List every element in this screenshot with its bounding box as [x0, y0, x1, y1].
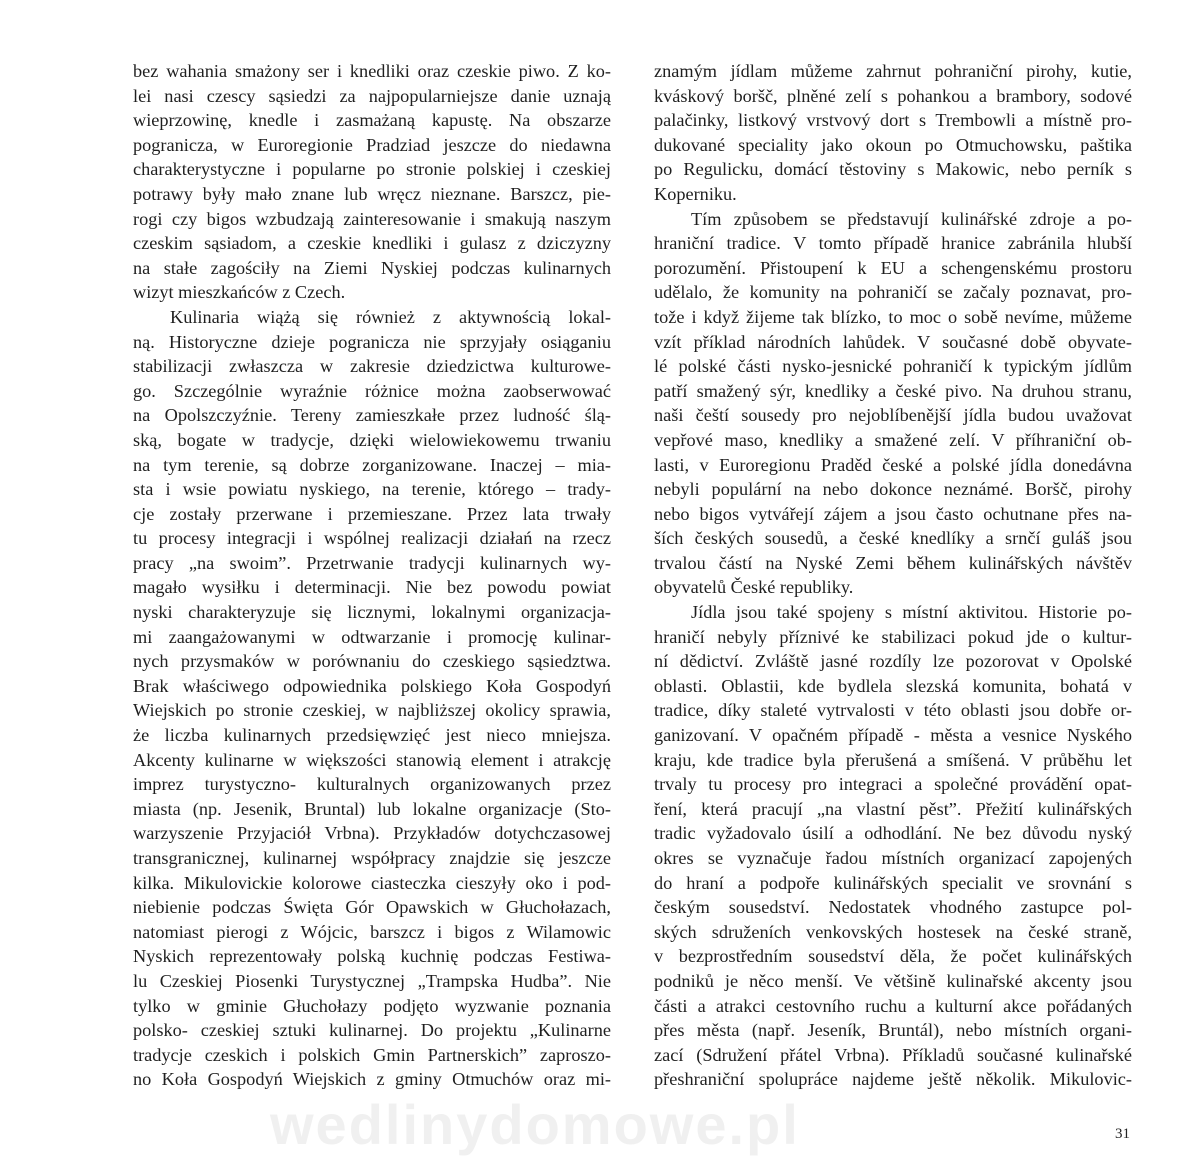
- text-line: tu procesy integracji i wspólnej realizacji działań na rzecz: [133, 528, 611, 549]
- text-line: nych przysmaków w porównaniu do czeskiego sąsiedztwa.: [133, 651, 611, 672]
- text-line: ganizovaní. V opačném případě - města a vesnice Nyského: [654, 725, 1132, 746]
- text-line: Wiejskich po stronie czeskiej, w najbliższej okolicy sprawia,: [133, 700, 611, 721]
- text-line: Koperniku.: [654, 183, 737, 204]
- text-line: tože i když žijeme tak blízko, to moc o sobě nevíme, můžeme: [654, 306, 1132, 327]
- left-column: [133, 59, 611, 1092]
- text-line: stabilizacji zwłaszcza w zakresie dziedzictwa kulturowe-: [133, 356, 611, 377]
- text-line: rogi czy bigos wzbudzają zainteresowanie i smakują naszym: [133, 208, 611, 229]
- text-line: niebienie podczas Święta Gór Opawskich w Głuchołazach,: [133, 897, 611, 918]
- text-line: Nyskich reprezentowały polską kuchnię podczas Festiwa-: [133, 946, 611, 967]
- text-line: kraju, kde tradice byla přerušená a smíšená. V průběhu let: [654, 749, 1132, 770]
- text-line: na Opolszczyźnie. Tereny zamieszkałe przez ludność ślą-: [133, 405, 611, 426]
- text-line: bez wahania smażony ser i knedliki oraz czeskie piwo. Z ko-: [133, 61, 611, 81]
- text-line: transgranicznej, kulinarnej współpracy znajdzie się jeszcze: [133, 848, 611, 868]
- text-line: oblasti. Oblastii, kde bydlela slezská komunita, bohatá v: [654, 675, 1132, 696]
- text-line: lé polské části nysko-jesnické pohraničí k typickým jídlům: [654, 356, 1132, 377]
- text-line: Akcenty kulinarne w większości stanowią element i atrakcję: [133, 749, 611, 770]
- text-line: dukované speciality jako okoun po Otmuchowsku, paštika: [654, 134, 1132, 155]
- left-column-paragraph: [133, 59, 611, 305]
- text-line: ských sdruženích venkovských hostesek na české straně,: [654, 921, 1132, 942]
- text-line: ších českých sousedů, a české knedlíky a srnčí guláš jsou: [654, 528, 1132, 549]
- text-line: patří smažený sýr, knedliky a české pivo. Na druhou stranu,: [654, 380, 1132, 401]
- text-line: Brak właściwego odpowiednika polskiego Koła Gospodyń: [133, 675, 611, 696]
- text-line: nyski charakteryzuje się licznymi, lokalnymi organizacja-: [133, 602, 611, 623]
- right-column-paragraph: [654, 600, 1132, 1092]
- text-line: hraniční tradice. V tomto případě hranice zabránila hlubší: [654, 233, 1132, 254]
- text-line: czeskim sąsiadom, a czeskie knedliki i gulasz z dziczyzny: [133, 233, 611, 254]
- text-line: potrawy były mało znane lub wręcz nieznane. Barszcz, pie-: [133, 183, 611, 204]
- text-line: Kulinaria wiążą się również z aktywnością lokal-: [170, 306, 611, 327]
- text-line: na stałe zagościły na Ziemi Nyskiej podczas kulinarnych: [133, 257, 611, 278]
- text-line: palačinky, listkový vrstvový dort s Trembowli a místně pro-: [654, 110, 1132, 131]
- text-line: českým sousedství. Nedostatek vhodného zastupce pol-: [654, 897, 1132, 918]
- text-line: lasti, v Euroregionu Praděd české a polské jídla donedávna: [654, 454, 1132, 475]
- text-line: charakterystyczne i popularne po stronie polskiej i czeskiej: [133, 159, 611, 180]
- text-line: że liczba kulinarnych przedsięwzięć jest nieco mniejsza.: [133, 725, 611, 746]
- text-line: pracy „na swoim”. Przetrwanie tradycji kulinarnych wy-: [133, 552, 611, 573]
- right-column-paragraph: [654, 59, 1132, 207]
- text-line: udělalo, že komunity na pohraničí se začaly poznavat, pro-: [654, 282, 1132, 303]
- text-line: na tym terenie, są dobrze zorganizowane. Inaczej – mia-: [133, 454, 611, 475]
- text-line: naši čeští sousedy pro nejoblíbenější jídla budou uvažovat: [654, 405, 1132, 426]
- text-line: kváskový boršč, plněné zelí s pohankou a brambory, sodové: [654, 85, 1132, 106]
- text-line: wieprzowinę, knedle i zasmażaną kapustę. Na obszarze: [133, 110, 611, 131]
- text-line: miasta (np. Jesenik, Bruntal) lub lokalne organizacje (Sto-: [133, 798, 611, 819]
- text-line: imprez turystyczno- kulturalnych organizowanych przez: [133, 774, 611, 795]
- text-line: magało wysiłku i determinacji. Nie bez powodu powiat: [133, 577, 611, 598]
- text-line: do hraní a podpoře kulinářských specialit ve srovnání s: [654, 872, 1132, 893]
- text-line: tradycje czeskich i polskich Gmin Partnerskich” zaproszo-: [133, 1044, 611, 1065]
- text-line: zací (Sdružení přátel Vrbna). Příkladů současné kulinařské: [654, 1044, 1132, 1065]
- text-line: nebo bigos vytvářejí zájem a jsou často ochutnane přes na-: [654, 503, 1132, 524]
- text-line: lu Czeskiej Piosenki Turystycznej „Trampska Hudba”. Nie: [133, 970, 611, 991]
- text-line: kilka. Mikulovickie kolorowe ciasteczka cieszyły oko i pod-: [133, 872, 611, 893]
- text-line: sta i wsie powiatu nyskiego, na terenie, którego – trady-: [133, 479, 611, 500]
- text-line: části a atrakci cestovního ruchu a kulturní akce pořádaných: [654, 995, 1132, 1016]
- text-line: nebyli populární na nebo dokonce neznámé. Boršč, pirohy: [654, 479, 1132, 500]
- page-number: 31: [1115, 1126, 1130, 1142]
- text-line: trvalou částí na Nyské Zemi během kulinářských návštěv: [654, 552, 1132, 573]
- text-line: po Regulicku, domácí těstoviny s Makowic, nebo perník s: [654, 159, 1132, 180]
- text-line: okres se vyznačuje řadou místních organizací zapojených: [654, 848, 1132, 868]
- text-line: tylko w gminie Głuchołazy podjęto wyzwanie poznania: [133, 995, 611, 1016]
- text-line: polsko- czeskiej sztuki kulinarnej. Do projektu „Kulinarne: [133, 1020, 611, 1041]
- text-line: no Koła Gospodyń Wiejskich z gminy Otmuchów oraz mi-: [133, 1069, 611, 1090]
- text-line: vzít příklad národních lahůdek. V současné době obyvate-: [654, 331, 1132, 352]
- text-line: tradic vyžadovalo úsilí a odhodlání. Ne bez důvodu nyský: [654, 823, 1132, 844]
- text-line: warzyszenie Przyjaciół Vrbna). Przykładów dotychczasowej: [133, 823, 611, 844]
- text-line: znamým jídlam můžeme zahrnut pohraniční pirohy, kutie,: [654, 61, 1132, 81]
- text-line: hraničí nebyly příznivé ke stabilizaci pokud jde o kultur-: [654, 626, 1132, 647]
- text-line: ską, bogate w tradycje, dzięki wielowiekowemu trwaniu: [133, 429, 611, 450]
- text-line: wizyt mieszkańców z Czech.: [133, 282, 346, 303]
- text-line: mi zaangażowanymi w odtwarzanie i promocję kulinar-: [133, 626, 611, 647]
- text-line: Tím způsobem se představují kulinářské zdroje a po-: [691, 208, 1132, 229]
- text-line: cje zostały przerwane i przemieszane. Przez lata trwały: [133, 503, 611, 524]
- text-line: lei nasi czescy sąsiedzi za najpopularniejsze danie uznają: [133, 85, 611, 106]
- left-column-paragraph: [133, 305, 611, 1092]
- text-line: ną. Historyczne dzieje pogranicza nie sprzyjały osiąganiu: [133, 331, 611, 352]
- text-line: ření, která pracují „na vlastní pěst”. Přežití kulinářských: [654, 798, 1132, 819]
- text-line: v bezprostředním sousedství děla, že počet kulinářských: [654, 946, 1132, 967]
- text-line: porozumění. Přistoupení k EU a schengenskému prostoru: [654, 257, 1132, 278]
- text-line: pogranicza, w Euroregionie Pradziad jeszcze do niedawna: [133, 134, 611, 155]
- text-line: podniků je něco menší. Ve většině kulinařské akcenty jsou: [654, 970, 1132, 991]
- text-line: obyvatelů České republiky.: [654, 577, 854, 598]
- text-line: vepřové maso, knedliky a smažené zelí. V příhraniční ob-: [654, 429, 1132, 450]
- text-line: natomiast pierogi z Wójcic, barszcz i bigos z Wilamowic: [133, 921, 611, 942]
- text-line: přes města (např. Jeseník, Bruntál), nebo místních organi-: [654, 1020, 1132, 1041]
- text-line: go. Szczególnie wyraźnie różnice można zaobserwować: [133, 380, 611, 401]
- text-line: ní dědictví. Zvláště jasné rozdíly lze pozorovat v Opolské: [654, 651, 1132, 672]
- watermark: wedlinydomowe.pl: [270, 1093, 800, 1156]
- text-line: Jídla jsou také spojeny s místní aktivitou. Historie po-: [691, 602, 1132, 623]
- right-column-paragraph: [654, 207, 1132, 601]
- right-column: [654, 59, 1132, 1092]
- text-line: přeshraniční spolupráce najdeme ještě několik. Mikulovic-: [654, 1069, 1132, 1090]
- text-line: trvaly tu procesy pro integraci a společné provádění opat-: [654, 774, 1132, 795]
- text-line: tradice, díky staleté vytrvalosti v této oblasti jsou dobře or-: [654, 700, 1132, 721]
